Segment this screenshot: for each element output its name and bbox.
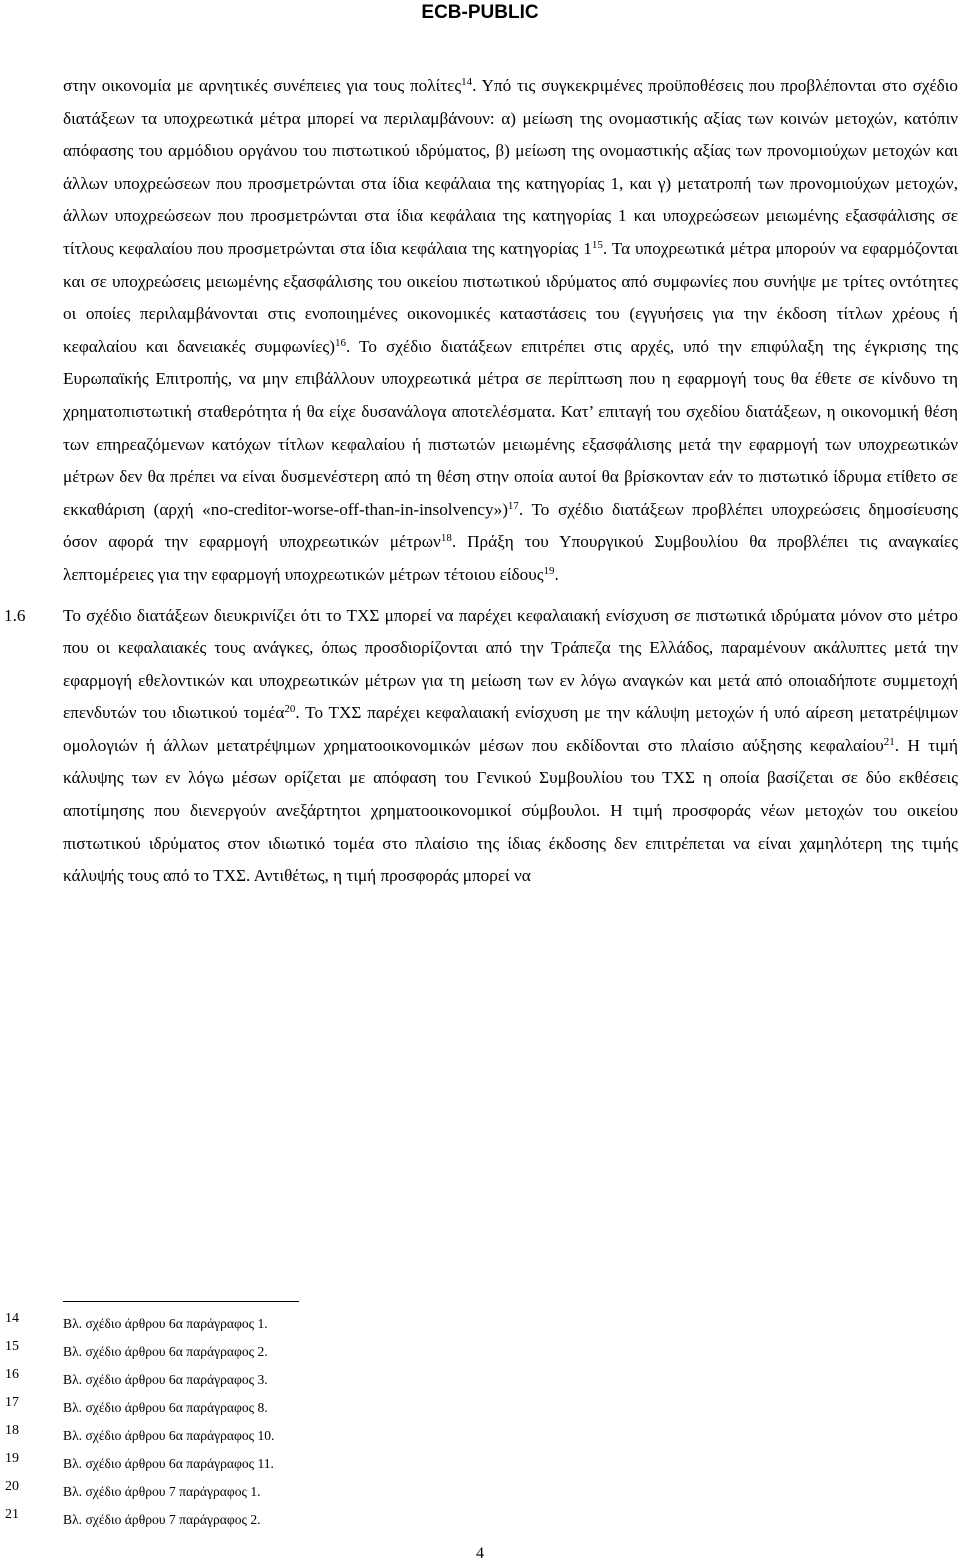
document-header: ECB-PUBLIC [421,2,539,23]
footnote-ref: 18 [440,532,452,545]
page-number: 4 [476,1545,484,1562]
section-1-6 [4,600,958,893]
footnote [0,1423,960,1456]
footnote-ref: 16 [334,336,346,349]
paragraph-1 [63,70,958,592]
footnotes [0,1311,960,1540]
footnote-text: Βλ. σχέδιο άρθρου 7 παράγραφος 1. [63,1484,261,1499]
footnote-ref: 17 [507,499,519,512]
footnote-number: 21 [5,1507,19,1522]
paragraph-text: . Το σχέδιο διατάξεων επιτρέπει στις αρχές, υπό την επιφύλαξη της έγκρισης της Ευρωπαϊκής Επιτροπής, να μην επιβάλλουν υποχρεωτικά μέτρα σε περίπτωση που η εφαρμογή τους θα έθετε σε κίνδυνο τη χρηματοπιστωτική σταθερότητα ή θα είχε δυσανάλογα αποτελέσματα. Κατ’ επιταγή του σχεδίου διατάξεων, η οικονομική θέση των επηρεαζόμενων κατόχων τίτλων κεφαλαίου ή πιστωτών μειωμένης εξασφάλισης μετά την εφαρμογή των υποχρεωτικών μέτρων δεν θα πρέπει να είναι δυσμενέστερη από τη θέση στην οποία αυτοί θα βρίσκονταν εάν το πιστωτικό ίδρυμα ετίθετο σε εκκαθάριση (αρχή «no-creditor-worse-off-than-in-insolvency») [63,336,959,519]
footnote-text: Βλ. σχέδιο άρθρου 6α παράγραφος 8. [63,1400,268,1415]
paragraph-text: . Πράξη του Υπουργικού Συμβουλίου θα προβλέπει τις αναγκαίες λεπτομέρειες για την εφαρμογή υποχρεωτικών μέτρων τέτοιου είδους [63,532,959,584]
footnote [0,1339,960,1372]
footnote-text: Βλ. σχέδιο άρθρου 6α παράγραφος 3. [63,1372,268,1387]
footnote-text: Βλ. σχέδιο άρθρου 6α παράγραφος 1. [63,1316,268,1331]
footnote-ref: 19 [543,564,555,577]
footnote-number: 19 [5,1451,19,1466]
footnote-text: Βλ. σχέδιο άρθρου 7 παράγραφος 2. [63,1512,261,1527]
paragraph-text: Το σχέδιο διατάξεων διευκρινίζει ότι το ΤΧΣ μπορεί να παρέχει κεφαλαιακή ενίσχυση σε πιστωτικά ιδρύματα μόνον στο μέτρο που οι κεφαλαιακές τους ανάγκες, όπως προσδιορίζονται από την Τράπεζα της Ελλάδος, παραμένουν ακάλυπτες μετά την εφαρμογή εθελοντικών και υποχρεωτικών μέτρων για τη μείωση των εν λόγω αναγκών και μετά από οποιαδήποτε συμμετοχή επενδυτών του ιδιωτικού τομέα [63,605,958,723]
paragraph-text: . Το σχέδιο διατάξεων προβλέπει υποχρεώσεις δημοσίευσης όσον αφορά την εφαρμογή υποχρεωτικών μέτρων [63,499,959,552]
footnote-number: 16 [5,1367,19,1382]
footnote-number: 14 [5,1311,19,1326]
body-text [4,70,959,893]
footnote [0,1367,960,1400]
footnote-number: 17 [5,1395,19,1410]
footnote-text: Βλ. σχέδιο άρθρου 6α παράγραφος 11. [63,1456,274,1471]
footnote-text: Βλ. σχέδιο άρθρου 6α παράγραφος 2. [63,1344,268,1359]
paragraph-text: . Η τιμή κάλυψης των εν λόγω μέσων ορίζεται με απόφαση του Γενικού Συμβουλίου του ΤΧΣ η οποία βασίζεται σε δύο εκθέσεις αποτίμησης που διενεργούν ανεξάρτητοι χρηματοοικονομικοί σύμβουλοι. Η τιμή προσφοράς νέων μετοχών του οικείου πιστωτικού ιδρύματος στον ιδιωτικό τομέα στο πλαίσιο της ίδιας έκδοσης δεν επιτρέπεται να είναι χαμηλότερη της τιμής κάλυψής τους από το ΤΧΣ. Αντιθέτως, η τιμή προσφοράς μπορεί να [63,735,958,886]
section-number: 1.6 [4,605,26,625]
footnote [0,1507,960,1540]
footnote [0,1395,960,1428]
footnote-ref: 21 [883,735,895,748]
paragraph-text: . Το ΤΧΣ παρέχει κεφαλαιακή ενίσχυση με την κάλυψη μετοχών ή υπό αίρεση μετατρέψιμων ομολογιών ή άλλων μετατρέψιμων χρηματοοικονομικών μέσων που εκδίδονται στο πλαίσιο αύξησης κεφαλαίου [63,703,958,755]
footnote-ref: 15 [591,238,603,251]
footnote-text: Βλ. σχέδιο άρθρου 6α παράγραφος 10. [63,1428,275,1443]
paragraph-text: . Υπό τις συγκεκριμένες προϋποθέσεις που προβλέπονται στο σχέδιο διατάξεων τα υποχρεωτικά μέτρα μπορεί να περιλαμβάνουν: α) μείωση της ονομαστικής αξίας των κοινών μετοχών, κατόπιν απόφασης του αρμόδιου οργάνου του πιστωτικού ιδρύματος, β) μείωση της ονομαστικής αξίας των προνομιούχων μετοχών και άλλων υποχρεώσεων που προσμετρώνται στα ίδια κεφάλαια της κατηγορίας 1, και γ) μετατροπή των προνομιούχων μετοχών, άλλων υποχρεώσεων που προσμετρώνται στα ίδια κεφάλαια της κατηγορίας 1 και υποχρεώσεων μειωμένης εξασφάλισης σε τίτλους κεφαλαίου που προσμετρώνται στα ίδια κεφάλαια της κατηγορίας 1 [63,76,958,258]
paragraph-text: . [554,564,559,584]
footnote [0,1311,960,1344]
footnote-ref: 20 [284,703,296,716]
footnote-number: 15 [5,1339,19,1354]
footnote-number: 20 [5,1479,19,1494]
footnote-separator [63,1301,299,1302]
footnote-ref: 14 [461,76,473,88]
footnote [0,1479,960,1512]
footnote-number: 18 [5,1423,19,1438]
paragraph-text: . Τα υποχρεωτικά μέτρα μπορούν να εφαρμόζονται και σε υποχρεώσεις μειωμένης εξασφάλισης του οικείου πιστωτικού ιδρύματος από συμφωνίες που συνήψε με τρίτες οντότητες οι οποίες περιλαμβάνονται στις ενοποιημένες οικονομικές καταστάσεις του (εγγυήσεις για την έκδοση τίτλων χρέους ή κεφαλαίου και δανειακές συμφωνίες) [63,238,958,356]
paragraph-2 [63,600,958,893]
paragraph-text: στην οικονομία με αρνητικές συνέπειες για τους πολίτες [63,76,462,95]
footnote [0,1451,960,1484]
